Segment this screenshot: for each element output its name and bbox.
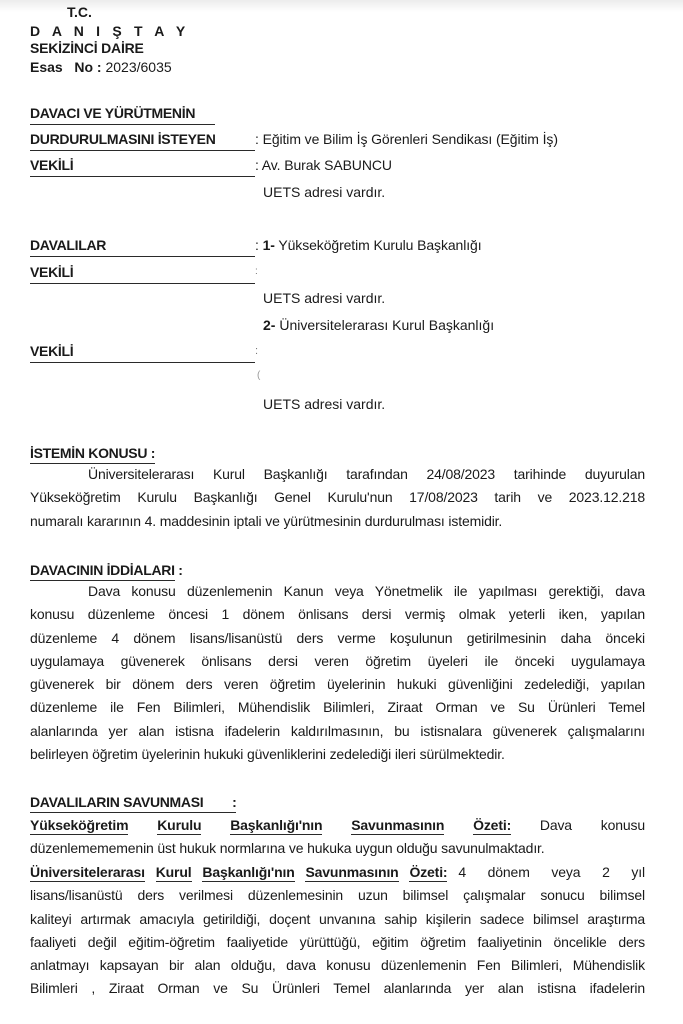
court-name: D A N I Ş T A Y [30, 23, 190, 39]
yok-defense-heading-line: Yükseköğretim Kurulu Başkanlığı'nın Savunmasının Özeti: Dava konusu [30, 817, 645, 833]
claims-line: düzenleme ile Fen Bilimleri, Mühendislik Bilimleri, Ziraat Orman ve Su Ürünleri Temel [30, 699, 645, 716]
defense-title: DAVALILARIN SAVUNMASI : [30, 794, 236, 813]
defendant-1-attorney-label: VEKİLİ [30, 264, 255, 284]
case-number [30, 59, 172, 75]
claims-line: uygulamaya güvenerek önlisans dersi veren öğretim üyeleri ile önceki uygulamaya [30, 652, 645, 669]
yok-defense-line: düzenlemememenin üst hukuk normlarına ve hukuka uygun olduğu savunulmaktadır. [30, 840, 545, 857]
defendant-1-name: Yükseköğretim Kurulu Başkanlığı [274, 237, 482, 253]
plaintiff-label-line2: DURDURULMASINI İSTEYEN [30, 131, 255, 151]
claims-title: DAVACININ İDDİALARI : [30, 562, 183, 581]
case-number-label: Esas No : [30, 59, 102, 75]
plaintiff-attorney-label: VEKİLİ [30, 157, 255, 177]
case-number-value: 2023/6035 [101, 59, 172, 75]
claims-line: güvenerek bir dönem ders veren öğretim üyelerinin hukuki güvenliğini zedelediği, yapılan [30, 676, 645, 693]
uak-defense-line: faaliyeti değil eğitim-öğretim faaliyetide yürüttüğü, eğitim öğretim faaliyetinin öncelikle ders [30, 933, 645, 950]
claims-line: Dava konusu düzenlemenin Kanun veya Yönetmelik ile yapılması gerektiği, dava [88, 583, 645, 599]
request-line: Yükseköğretim Kurulu Başkanlığı Genel Kurulu'nun 17/08/2023 tarih ve 2023.12.218 [30, 489, 645, 506]
defendant-1-number: 1- [262, 237, 275, 253]
redaction-mark: ( [257, 370, 261, 381]
plaintiff-uets: UETS adresi vardır. [263, 184, 386, 200]
defendant-2-number: 2- [263, 317, 276, 333]
request-title: İSTEMİN KONUSU : [30, 445, 155, 464]
chamber-name: SEKİZİNCİ DAİRE [30, 40, 144, 56]
defendant-2-attorney-value: : [255, 345, 258, 357]
uak-defense-paragraph [30, 861, 645, 1001]
request-line: Üniversitelerarası Kurul Başkanlığı tarafından 24/08/2023 tarihinde duyurulan [88, 466, 645, 482]
defendant-1-attorney-value: : [255, 266, 258, 277]
plaintiff-label-line1: DAVACI VE YÜRÜTMENİN [30, 105, 215, 125]
defendant-1-uets: UETS adresi vardır. [263, 290, 386, 306]
defendant-2-attorney-label: VEKİLİ [30, 343, 255, 363]
claims-line: alanlarında yer alan istisna ifadelerin kaldırılmasının, bu istisnalara güvenerek çalışmalarını [30, 722, 645, 739]
request-line: numaralı kararının 4. maddesinin iptali ve yürütmesinin durdurulması istemidir. [30, 512, 503, 529]
plaintiff-attorney-value: : Av. Burak SABUNCU [255, 157, 392, 173]
claims-line: düzenleme 4 dönem lisans/lisanüstü ders verme koşulunun getirilmesinin daha önceki [30, 629, 645, 646]
defendant-1 [255, 237, 482, 253]
defendants-label: DAVALILAR [30, 237, 255, 257]
claims-paragraph [30, 580, 645, 766]
uak-defense-line: Bilimleri , Ziraat Orman ve Su Ürünleri Temel alanlarında yer alan istisna ifadelerin [30, 980, 645, 997]
uak-defense-line: anlatmayı kapsayan bir alan olduğu, dava konusu düzenlemenin Fen Bilimleri, Mühendislik [30, 957, 645, 974]
yok-defense-paragraph [30, 814, 645, 861]
claims-line: konusu düzenleme öncesi 1 dönem önlisans dersi vermiş olmak yeterli iken, yapılan [30, 606, 645, 623]
defendant-2-name: Üniversitelerarası Kurul Başkanlığı [275, 317, 495, 333]
request-paragraph [30, 463, 645, 533]
top-edge-shadow [0, 0, 683, 12]
defendant-1-colon: : [255, 237, 263, 253]
uak-defense-line: kaliteyi artırmak amacıyla getirildiği, doçent unvanına sahip kişilerin sadece bilimsel araştırma [30, 910, 645, 927]
uak-defense-line: lisans/lisanüstü ders verilmesi düzenlemesinin uzun bilimsel çalışmalar sonucu bilimsel [30, 887, 645, 904]
defendant-2-uets: UETS adresi vardır. [263, 396, 386, 412]
defendant-2 [263, 317, 494, 333]
header-tc: T.C. [67, 4, 92, 20]
plaintiff-value: : Eğitim ve Bilim İş Görenleri Sendikası (Eğitim İş) [255, 131, 558, 147]
claims-line: belirleyen öğretim üyelerinin hukuki güvenliklerini zedelediği ileri sürülmektedir. [30, 746, 505, 763]
uak-defense-heading-line: Üniversitelerarası Kurul Başkanlığı'nın Savunmasının Özeti: 4 dönem veya 2 yıl [30, 864, 645, 880]
